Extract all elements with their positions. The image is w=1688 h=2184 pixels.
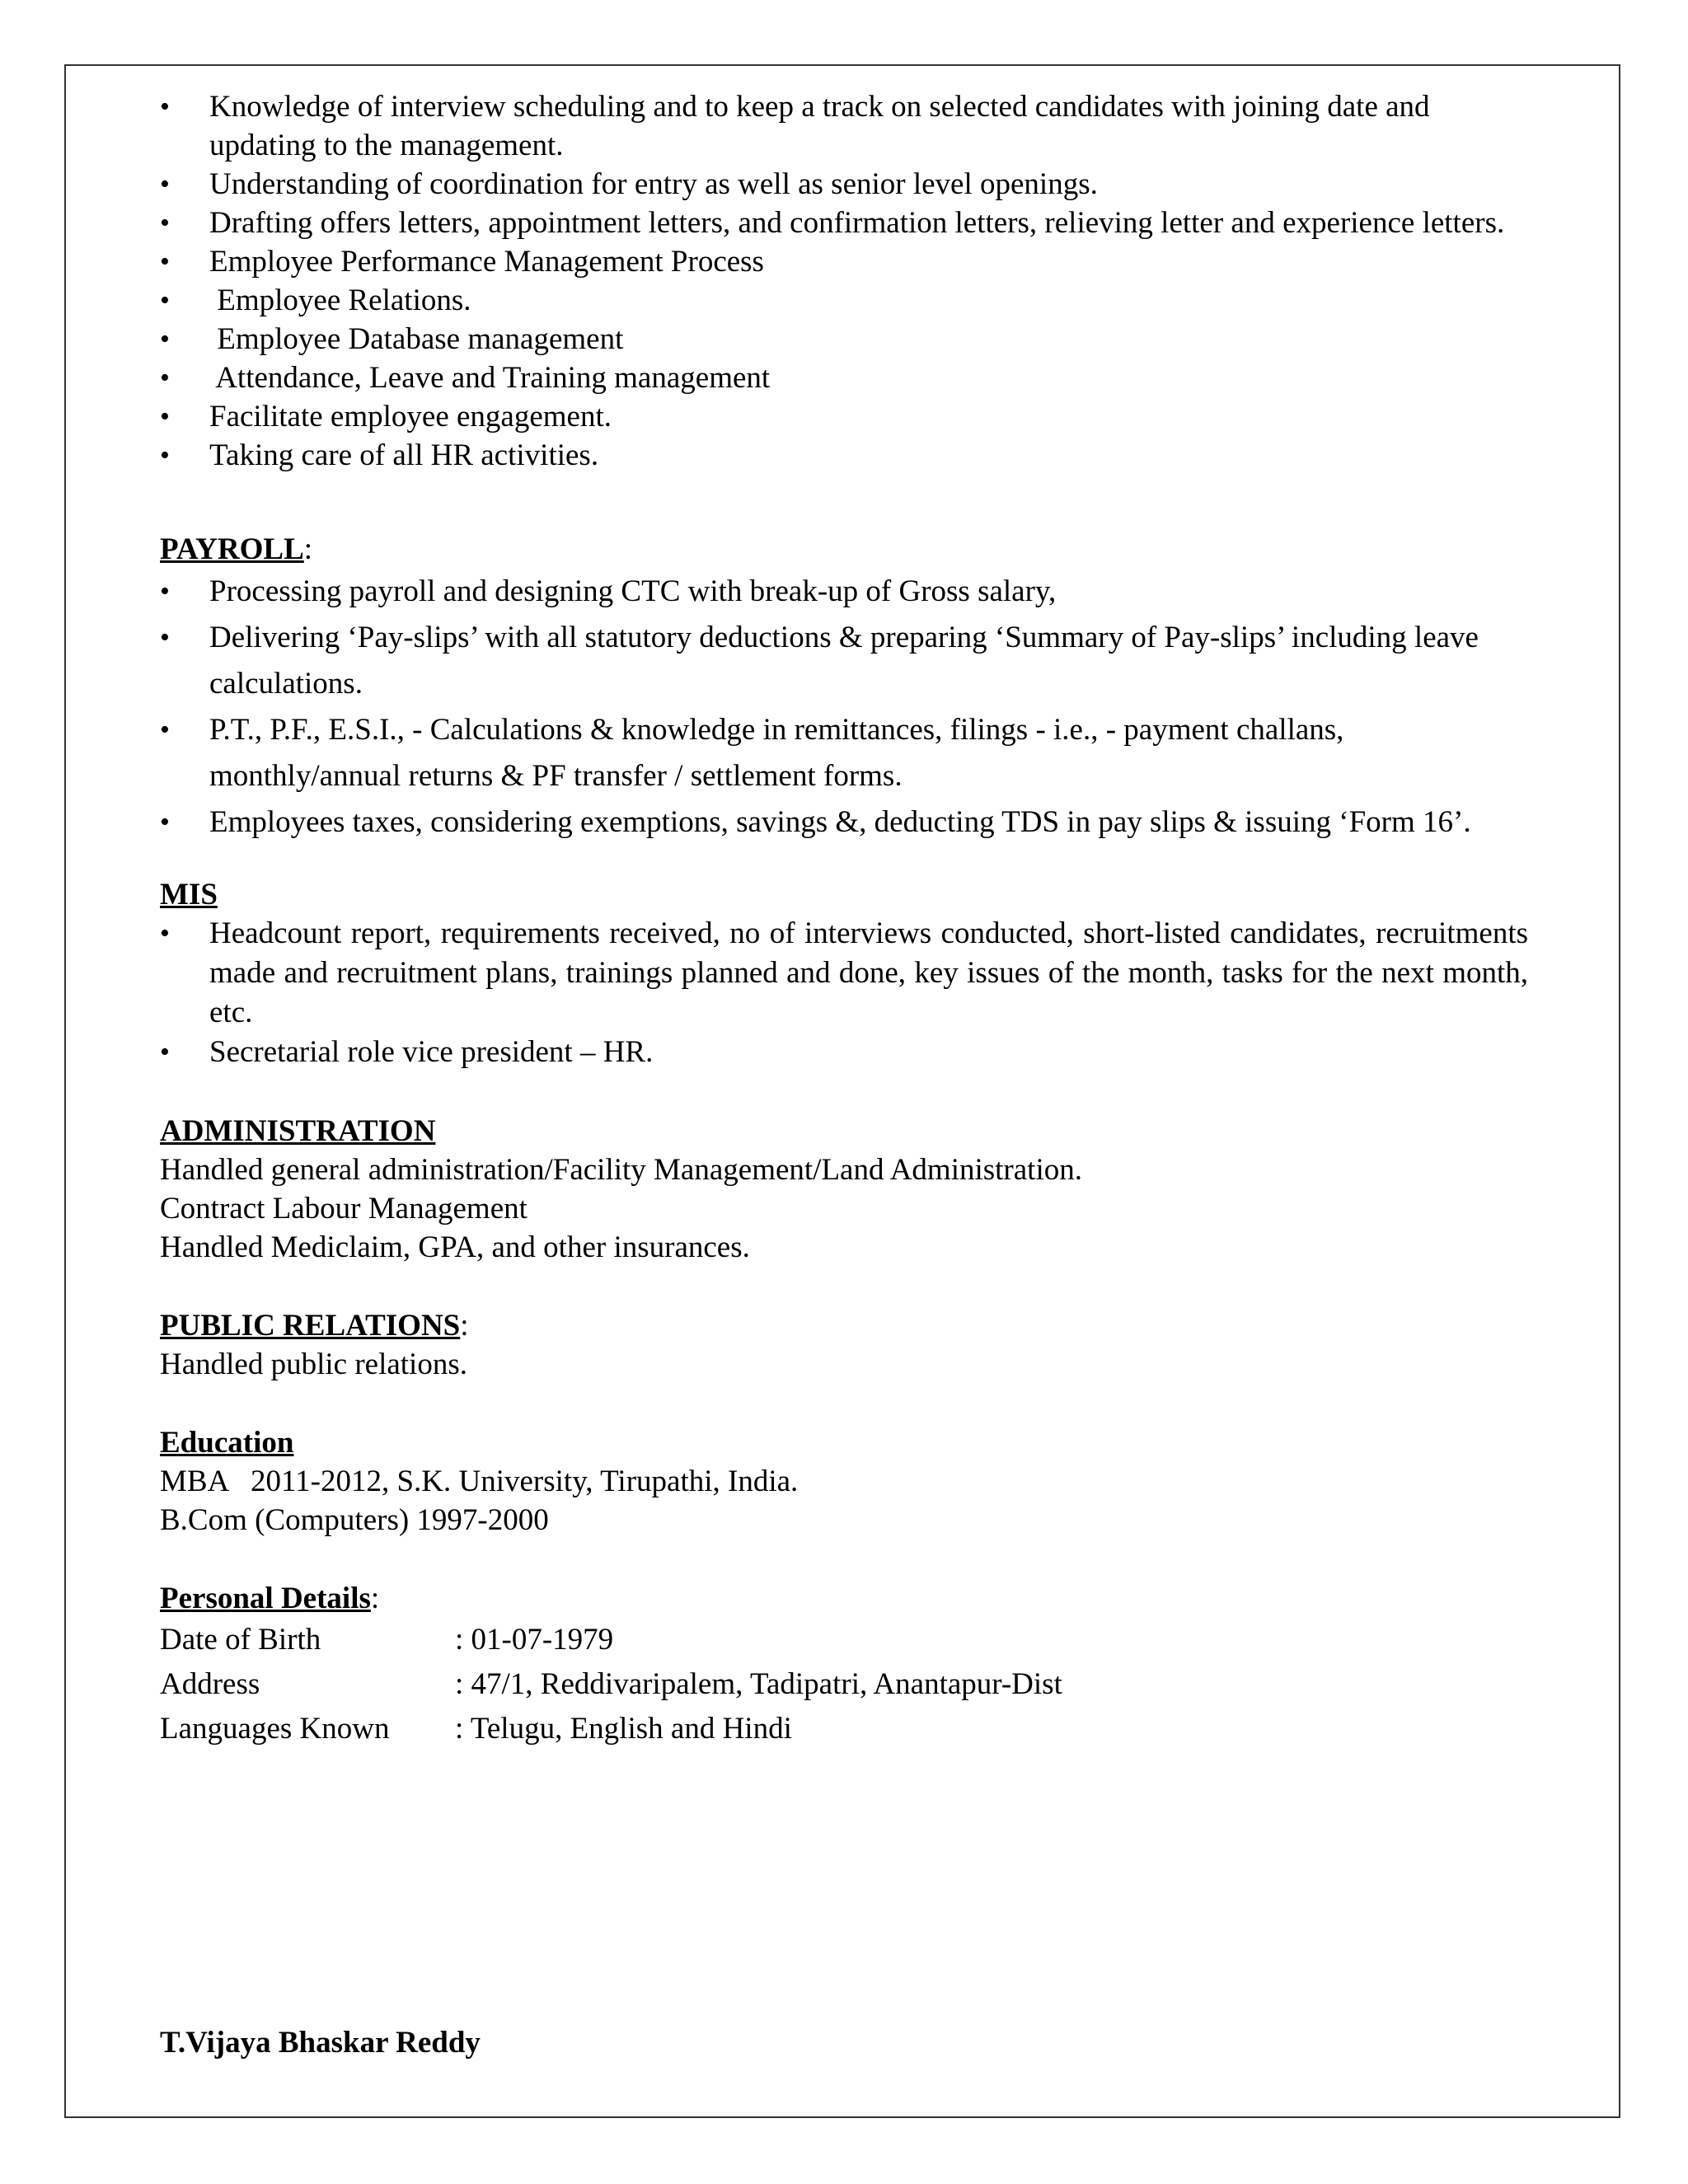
list-item: • Understanding of coordination for entry as well as senior level openings. [160, 165, 1528, 204]
details-label: Languages Known [160, 1712, 390, 1746]
personal-details-row [160, 1662, 1528, 1707]
administration-line: Contract Labour Management [160, 1192, 528, 1226]
list-item: • Secretarial role vice president – HR. [160, 1033, 1528, 1072]
list-item: • Employee Performance Management Process [160, 242, 1528, 281]
mis-list [160, 914, 1528, 1072]
list-item: • Attendance, Leave and Training management [160, 359, 1528, 397]
personal-details-heading-suffix: : [370, 1582, 380, 1615]
list-item: • P.T., P.F., E.S.I., - Calculations & knowledge in remittances, filings - i.e., - payment challans, monthly/annual returns & PF transfer / settlement forms. [160, 707, 1528, 799]
public-relations-heading-suffix: : [460, 1309, 469, 1343]
public-relations-line: Handled public relations. [160, 1347, 467, 1381]
personal-details-row [160, 1618, 1528, 1662]
list-item: • Employee Database management [160, 320, 1528, 359]
list-item: • Delivering ‘Pay-slips’ with all statutory deductions & preparing ‘Summary of Pay-slips’ including leave calculations. [160, 615, 1528, 707]
details-value: : 01-07-1979 [455, 1623, 614, 1657]
resume-content [160, 87, 1528, 2060]
list-item: • Employee Relations. [160, 281, 1528, 320]
details-value: : Telugu, English and Hindi [455, 1712, 792, 1746]
mis-heading: MIS [160, 878, 218, 912]
personal-details-heading: Personal Details [160, 1582, 371, 1615]
list-item: • Facilitate employee engagement. [160, 397, 1528, 436]
public-relations-heading: PUBLIC RELATIONS [160, 1309, 461, 1343]
public-relations-heading-row [160, 1306, 1528, 1345]
list-item: • Knowledge of interview scheduling and to keep a track on selected candidates with joining date and updating to the management. [160, 87, 1528, 165]
personal-details-row [160, 1707, 1528, 1751]
list-item: • Employees taxes, considering exemptions, savings &, deducting TDS in pay slips & issuing ‘Form 16’. [160, 799, 1528, 846]
list-item: • Headcount report, requirements received, no of interviews conducted, short-listed candidates, recruitments made and recruitment plans, trainings planned and done, key issues of the month, tasks for the next month, etc. [160, 914, 1528, 1033]
signature-name: T.Vijaya Bhaskar Reddy [160, 2026, 481, 2060]
list-item: • Taking care of all HR activities. [160, 436, 1528, 475]
education-heading: Education [160, 1426, 294, 1460]
payroll-heading: PAYROLL [160, 532, 304, 566]
details-label: Date of Birth [160, 1623, 321, 1657]
payroll-heading-row [160, 530, 1528, 569]
list-item: • Drafting offers letters, appointment letters, and confirmation letters, relieving letter and experience letters. [160, 204, 1528, 242]
administration-line: Handled Mediclaim, GPA, and other insurances. [160, 1230, 750, 1264]
responsibilities-list [160, 87, 1528, 475]
details-label: Address [160, 1667, 260, 1701]
education-line: MBA 2011-2012, S.K. University, Tirupathi, India. [160, 1465, 799, 1498]
education-line: B.Com (Computers) 1997-2000 [160, 1503, 549, 1537]
payroll-heading-suffix: : [303, 532, 313, 566]
details-value: : 47/1, Reddivaripalem, Tadipatri, Anantapur-Dist [455, 1667, 1062, 1701]
payroll-list [160, 569, 1528, 846]
administration-heading: ADMINISTRATION [160, 1114, 436, 1148]
administration-line: Handled general administration/Facility Management/Land Administration. [160, 1153, 1082, 1187]
list-item: • Processing payroll and designing CTC with break-up of Gross salary, [160, 569, 1528, 615]
personal-details-heading-row [160, 1579, 1528, 1618]
